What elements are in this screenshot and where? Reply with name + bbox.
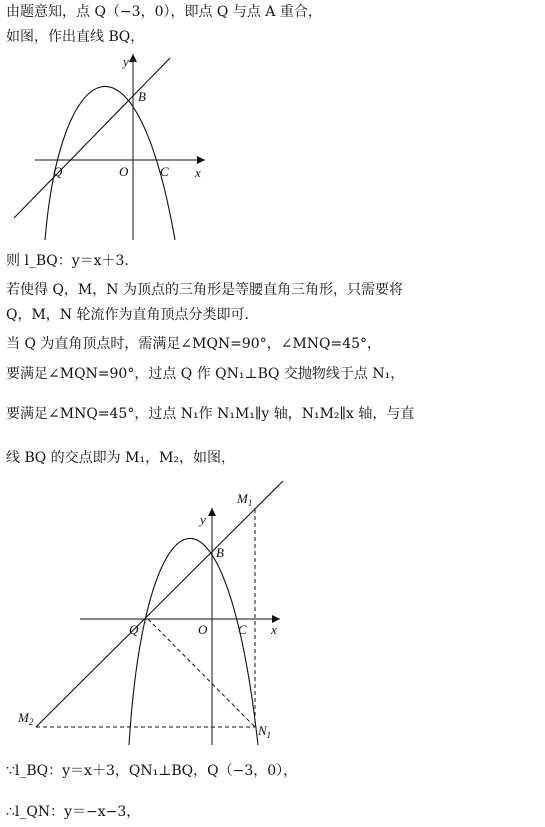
fig2-point-b: B xyxy=(216,545,224,560)
text-line-9: 线 BQ 的交点即为 M₁，M₂，如图， xyxy=(6,450,236,466)
fig2-point-m1: $M_1$ xyxy=(237,491,253,508)
text-line-4: 若使得 Q，M，N 为顶点的三角形是等腰直角三角形，只需要将 xyxy=(6,282,403,298)
text-line-10: ∵l_BQ：y＝x＋3，QN₁⊥BQ，Q（−3，0）， xyxy=(6,763,298,779)
fig2-point-q: Q xyxy=(129,622,139,637)
fig2-point-c: C xyxy=(238,622,247,637)
text-line-2: 如图，作出直线 BQ， xyxy=(6,29,145,45)
fig1-point-o: O xyxy=(119,164,129,179)
fig1-point-q: Q xyxy=(53,164,63,179)
fig2-point-n1: $N_1$ xyxy=(258,723,272,740)
text-line-8: 要满足∠MNQ=45°，过点 N₁作 N₁M₁∥y 轴，N₁M₂∥x 轴，与直 xyxy=(6,406,415,422)
text-line-1: 由题意知，点 Q（−3，0），即点 Q 与点 A 重合， xyxy=(6,4,322,20)
text-line-3: 则 l_BQ：y＝x＋3． xyxy=(6,253,139,269)
fig1-point-b: B xyxy=(138,89,146,104)
fig2-point-o: O xyxy=(198,622,208,637)
fig1-y-label: y xyxy=(123,54,129,69)
fig2-x-label: x xyxy=(271,622,277,637)
fig2-y-label: y xyxy=(200,512,206,527)
fig1-point-c: C xyxy=(160,164,169,179)
fig2-point-m2: $M_2$ xyxy=(18,710,34,727)
fig1-x-label: x xyxy=(195,165,201,180)
text-line-5: Q，M，N 轮流作为直角顶点分类即可． xyxy=(6,307,259,323)
text-line-7: 要满足∠MQN=90°，过点 Q 作 QN₁⊥BQ 交抛物线于点 N₁， xyxy=(6,366,405,382)
text-line-6: 当 Q 为直角顶点时，需满足∠MQN=90°，∠MNQ=45°， xyxy=(6,336,382,352)
text-line-11: ∴l_QN：y＝−x−3， xyxy=(6,804,141,820)
